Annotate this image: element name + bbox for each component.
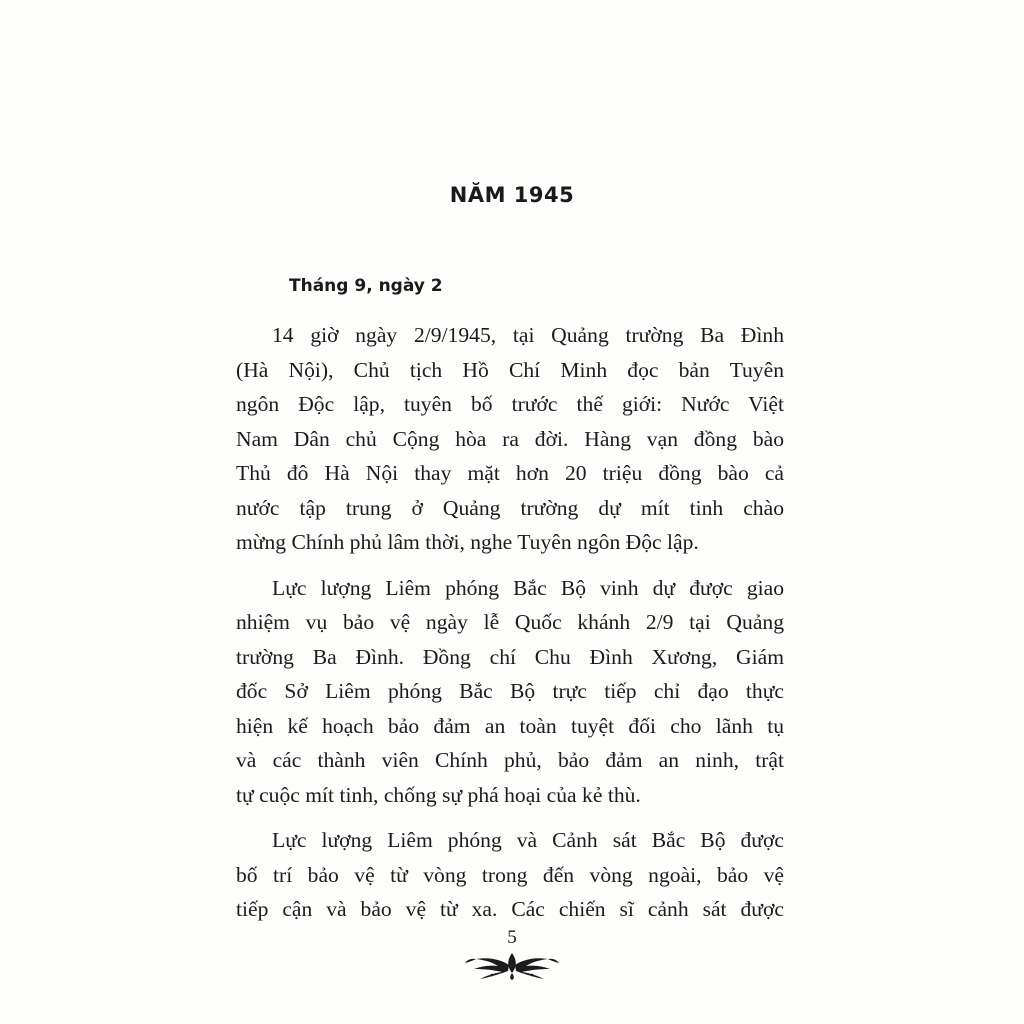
text-line: (Hà Nội), Chủ tịch Hồ Chí Minh đọc bản Tuyên xyxy=(236,357,784,382)
text-line: Thủ đô Hà Nội thay mặt hơn 20 triệu đồng bào cả xyxy=(236,461,784,485)
chapter-title: NĂM 1945 xyxy=(449,183,575,207)
text-line: đốc Sở Liêm phóng Bắc Bộ trực tiếp chỉ đạo thực xyxy=(236,679,784,703)
text-line: hiện kế hoạch bảo đảm an toàn tuyệt đối cho lãnh tụ xyxy=(236,713,784,738)
paragraph-2 xyxy=(236,571,784,813)
text-line: trường Ba Đình. Đồng chí Chu Đình Xương, Giám xyxy=(236,644,784,669)
text-line: bố trí bảo vệ từ vòng trong đến vòng ngoài, bảo vệ xyxy=(236,862,784,887)
text-line: mừng Chính phủ lâm thời, nghe Tuyên ngôn Độc lập. xyxy=(236,530,699,554)
section-heading: Tháng 9, ngày 2 xyxy=(289,276,443,296)
paragraph-3 xyxy=(236,823,784,927)
text-line: Nam Dân chủ Cộng hòa ra đời. Hàng vạn đồng bào xyxy=(236,426,784,451)
text-line: tiếp cận và bảo vệ từ xa. Các chiến sĩ cảnh sát được xyxy=(236,897,784,921)
text-line: nước tập trung ở Quảng trường dự mít tinh chào xyxy=(236,495,784,520)
text-line: Lực lượng Liêm phóng và Cảnh sát Bắc Bộ được xyxy=(272,828,784,852)
floral-ornament-icon xyxy=(462,951,562,981)
text-line: 14 giờ ngày 2/9/1945, tại Quảng trường Ba Đình xyxy=(272,323,784,347)
text-line: Lực lượng Liêm phóng Bắc Bộ vinh dự được giao xyxy=(272,575,784,600)
paragraph-1 xyxy=(236,318,784,560)
page-number: 5 xyxy=(507,927,517,948)
text-line: tự cuộc mít tinh, chống sự phá hoại của kẻ thù. xyxy=(236,782,641,807)
text-line: nhiệm vụ bảo vệ ngày lễ Quốc khánh 2/9 tại Quảng xyxy=(236,610,784,634)
text-line: và các thành viên Chính phủ, bảo đảm an ninh, trật xyxy=(236,748,784,772)
text-line: ngôn Độc lập, tuyên bố trước thế giới: Nước Việt xyxy=(236,392,784,416)
body-text xyxy=(236,318,784,938)
